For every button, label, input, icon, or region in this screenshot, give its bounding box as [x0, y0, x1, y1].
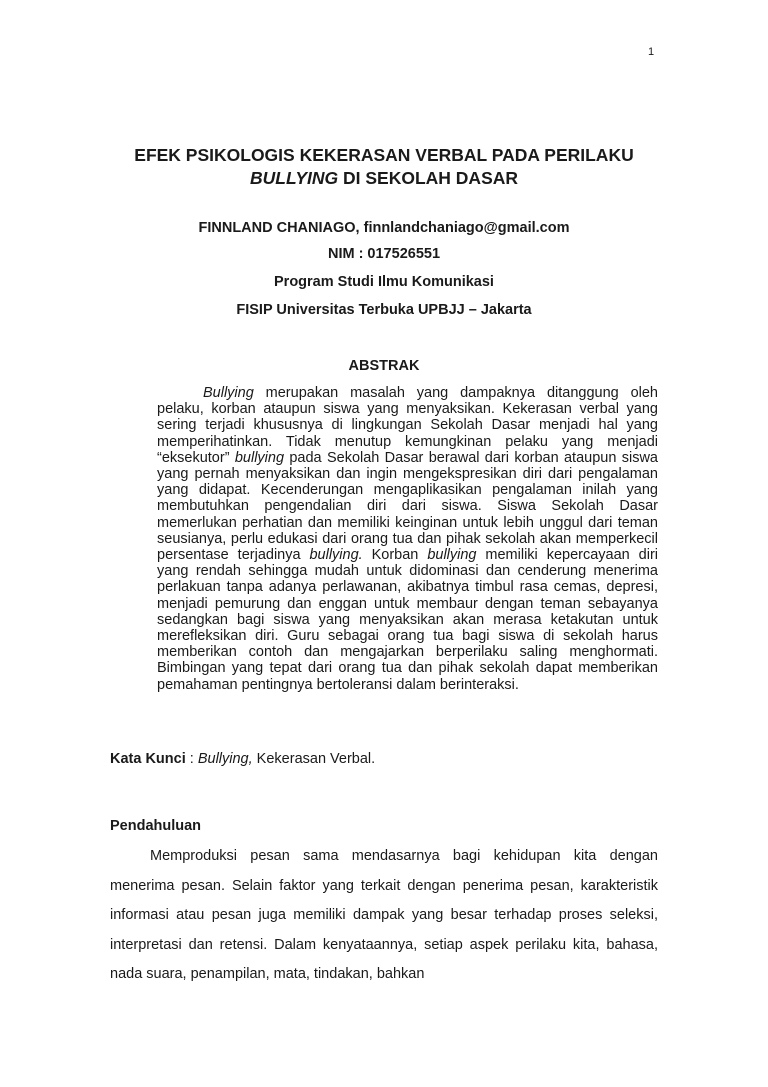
section-heading-introduction: Pendahuluan: [110, 818, 202, 834]
paper-title: [100, 144, 668, 190]
keywords-rest: Kekerasan Verbal.: [252, 751, 376, 767]
keywords: [110, 751, 670, 767]
abstract-text: [157, 385, 658, 693]
abstract-seg-6: Korban: [362, 547, 428, 564]
abstract-seg-2: merupakan masalah yang dampaknya ditanggung oleh pelaku, korban ataupun siswa yang menyaksikan. Kekerasan verbal yang sering terjadi khususnya di lingkungan Sekolah Dasar menjadi hal yang memperihatinkan. Tidak menutup kemungkinan pelaku yang menjadi “eksekutor”: [157, 385, 658, 466]
title-line-1: EFEK PSIKOLOGIS KEKERASAN VERBAL PADA PERILAKU: [134, 145, 634, 165]
abstract-seg-8: memiliki kepercayaan diri yang rendah sehingga mudah untuk didominasi dan cenderung menerima perlakuan tanpa adanya perlawanan, akibatnya timbul rasa cemas, depresi, menjadi pemurung dan enggan untuk membaur dengan teman sebayanya sedangkan bagi siswa yang menyaksikan akan merasa ketakutan untuk merefleksikan diri. Guru sebagai orang tua bagi siswa di sekolah harus memberikan contoh dan mengajarkan berperilaku saling menghormati. Bimbingan yang tepat dari orang tua dan pihak sekolah dapat memberikan pemahaman pentingnya bertoleransi dalam berinteraksi.: [157, 547, 658, 693]
page-number: 1: [648, 46, 655, 58]
abstract-heading: ABSTRAK: [348, 358, 420, 374]
keywords-separator: :: [185, 751, 198, 767]
author-faculty: FISIP Universitas Terbuka UPBJJ – Jakarta: [236, 302, 532, 318]
abstract-seg-4: pada Sekolah Dasar berawal dari korban ataupun siswa yang pernah menyaksikan dan ingin mengekspresikan diri dari pengalaman yang didapat. Kecenderungan mengaplikasikan pengalaman inilah yang membutuhkan pengendalian diri dari siswa. Siswa Sekolah Dasar memerlukan perhatian dan memiliki keinginan untuk lebih unggul dari teman seusianya, perlu edukasi dari orang tua dan pihak sekolah akan memperkecil persentase terjadinya: [157, 449, 658, 564]
keywords-label: Kata Kunci: [110, 751, 186, 767]
author-name-email: FINNLAND CHANIAGO, finnlandchaniago@gmail.com: [198, 220, 570, 236]
author-program: Program Studi Ilmu Komunikasi: [274, 274, 494, 290]
title-italic-term: BULLYING: [249, 168, 339, 188]
abstract-term-4: bullying: [427, 547, 477, 564]
abstract-term-3: bullying.: [309, 547, 363, 564]
abstract-term-2: bullying: [234, 449, 285, 466]
title-line-2-rest: DI SEKOLAH DASAR: [338, 168, 519, 188]
keywords-italic: Bullying,: [197, 751, 253, 767]
author-nim: NIM : 017526551: [327, 246, 441, 262]
abstract-term-1: Bullying: [203, 385, 254, 401]
title-line-2: [100, 167, 668, 190]
introduction-text: Memproduksi pesan sama mendasarnya bagi kehidupan kita dengan menerima pesan. Selain faktor yang terkait dengan penerima pesan, karakteristik informasi atau pesan juga memiliki dampak yang besar terhadap proses seleksi, interpretasi dan retensi. Dalam kenyataannya, setiap aspek perilaku kita, bahasa, nada suara, penampilan, mata, tindakan, bahkan: [110, 848, 658, 983]
